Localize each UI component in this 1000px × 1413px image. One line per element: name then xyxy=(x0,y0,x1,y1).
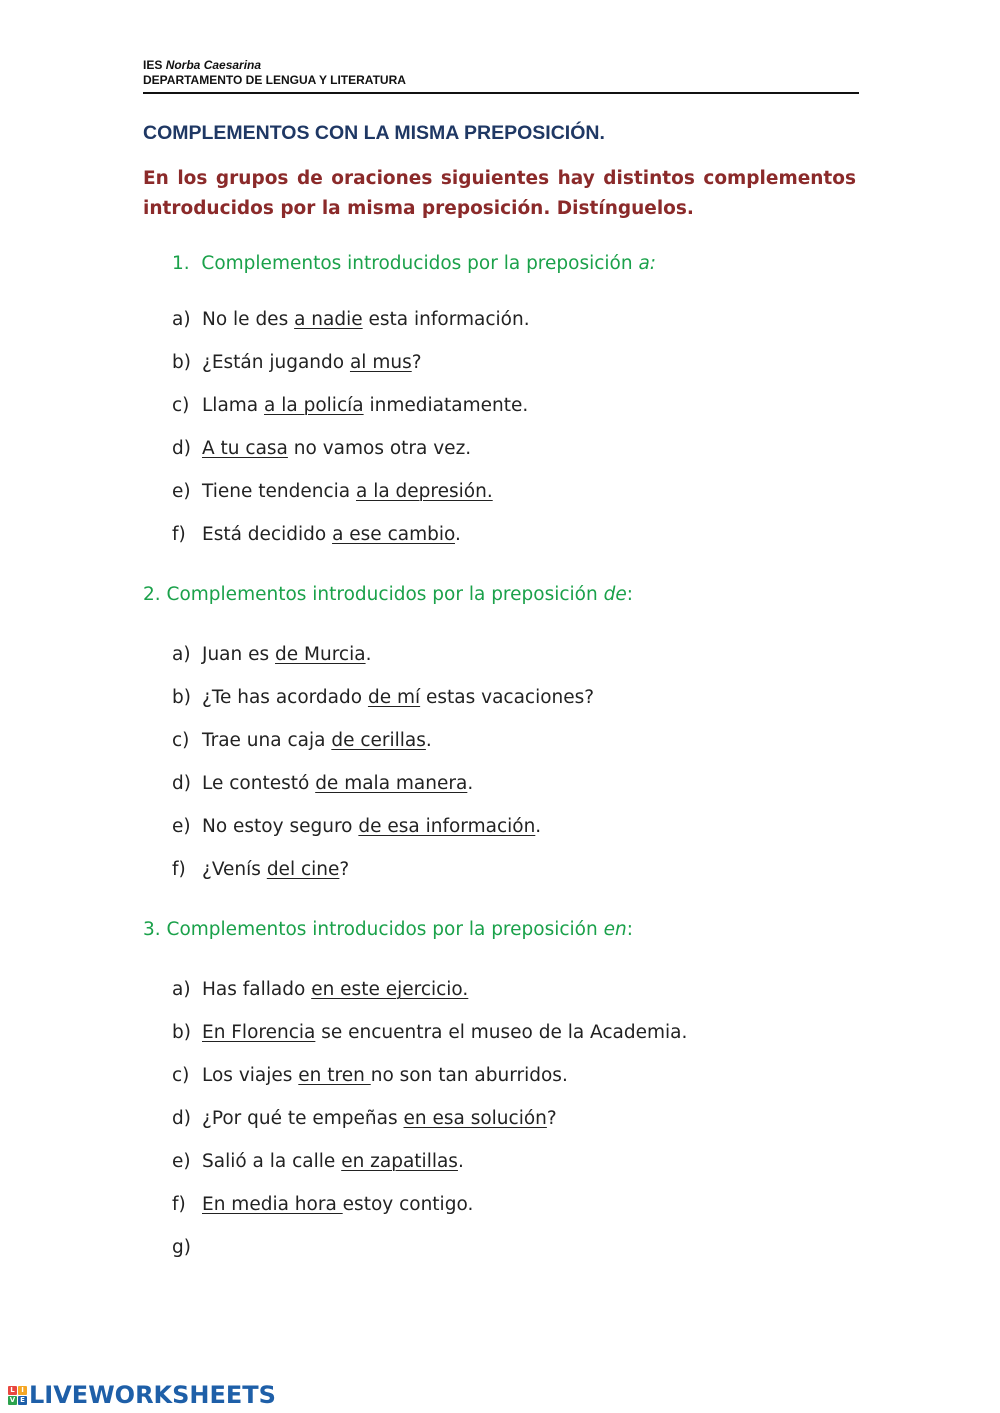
list-item: c) Llama a la policía inmediatamente. xyxy=(172,395,529,416)
logo-tile: V xyxy=(9,1395,16,1404)
liveworksheets-logo[interactable] xyxy=(8,1378,276,1412)
worksheet-title: COMPLEMENTOS CON LA MISMA PREPOSICIÓN. xyxy=(143,122,605,144)
list-item: f) En media hora estoy contigo. xyxy=(172,1194,474,1215)
list-item: f) ¿Venís del cine? xyxy=(172,859,350,880)
department-name: DEPARTAMENTO DE LENGUA Y LITERATURA xyxy=(143,73,406,87)
list-item: f) Está decidido a ese cambio. xyxy=(172,524,461,545)
list-item: d) A tu casa no vamos otra vez. xyxy=(172,438,472,459)
document-header xyxy=(143,58,859,88)
list-item: c) Trae una caja de cerillas. xyxy=(172,730,432,751)
list-item: a) Has fallado en este ejercicio. xyxy=(172,979,469,1000)
list-item: d) Le contestó de mala manera. xyxy=(172,773,474,794)
list-item: e) No estoy seguro de esa información. xyxy=(172,816,542,837)
section-heading-a: 1. Complementos introducidos por la preposición a: xyxy=(172,253,657,274)
list-item-empty: g) xyxy=(172,1237,191,1258)
list-item: c) Los viajes en tren no son tan aburridos. xyxy=(172,1065,568,1086)
section-heading-en: 3. Complementos introducidos por la preposición en: xyxy=(143,919,633,940)
section-heading-de: 2. Complementos introducidos por la preposición de: xyxy=(143,584,633,605)
brand-text: LIVEWORKSHEETS xyxy=(29,1381,276,1409)
list-item: a) No le des a nadie esta información. xyxy=(172,309,530,330)
logo-tile: E xyxy=(18,1396,27,1405)
list-item: b) En Florencia se encuentra el museo de la Academia. xyxy=(172,1022,688,1043)
list-item: b) ¿Están jugando al mus? xyxy=(172,352,422,373)
list-item: e) Salió a la calle en zapatillas. xyxy=(172,1151,464,1172)
list-item: d) ¿Por qué te empeñas en esa solución? xyxy=(172,1108,557,1129)
header-rule xyxy=(143,92,859,94)
logo-tile: L xyxy=(8,1386,17,1395)
instructions: En los grupos de oraciones siguientes hay distintos complementos introducidos por la misma preposición. Distínguelos. xyxy=(143,168,856,219)
list-item: b) ¿Te has acordado de mí estas vacaciones? xyxy=(172,687,595,708)
list-item: e) Tiene tendencia a la depresión. xyxy=(172,481,493,502)
logo-tile: I xyxy=(18,1386,27,1395)
logo-icon xyxy=(8,1386,27,1405)
list-item: a) Juan es de Murcia. xyxy=(172,644,372,665)
school-name: IES Norba Caesarina xyxy=(143,58,262,72)
